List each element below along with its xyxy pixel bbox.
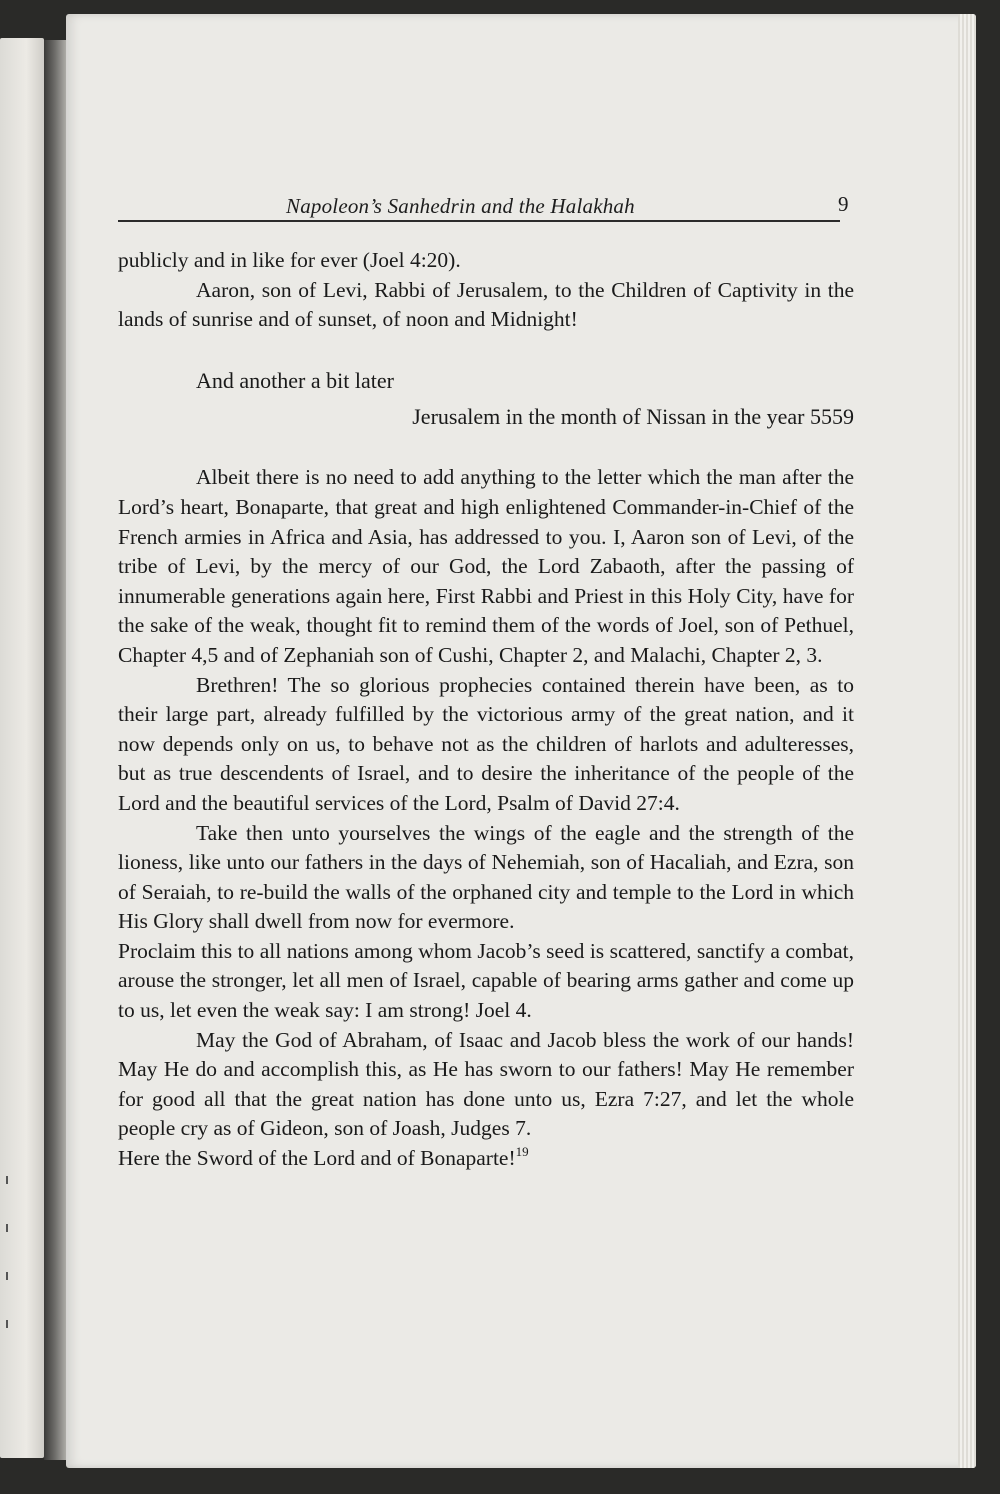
body-text [118,246,854,1174]
running-head-title: Napoleon’s Sanhedrin and the Halakhah [286,194,635,218]
page-stack-edge [958,14,976,1468]
paragraph: May the God of Abraham, of Isaac and Jacob bless the work of our hands! May He do and accomplish this, as He has sworn to our fathers! May He remember for good all that the great nation has done unto us, Ezra 7:27, and let the whole people cry as of Gideon, son of Joash, Judges 7. [118,1027,854,1141]
paragraph: Take then unto yourselves the wings of the eagle and the strength of the lioness, like unto our fathers in the days of Nehemiah, son of Hacaliah, and Ezra, son of Seraiah, to re-build the walls of the orphaned city and temple to the Lord in which His Glory shall dwell from now for evermore. [118,820,854,934]
facing-page-marks [6,1176,12,1368]
paragraph: Proclaim this to all nations among whom Jacob’s seed is scattered, sanctify a combat, arouse the stronger, let all men of Israel, capable of bearing arms gather and come up to us, let even the weak say: I am strong! Joel 4. [118,938,854,1023]
header-rule [118,220,840,222]
paragraph: Brethren! The so glorious prophecies contained therein have been, as to their large part, already fulfilled by the victorious army of the great nation, and it now depends only on us, to behave not as the children of harlots and adulteresses, but as true descendents of Israel, and to desire the inheritance of the people of the Lord and the beautiful services of the Lord, Psalm of David 27:4. [118,672,854,815]
dateline: Jerusalem in the month of Nissan in the year 5559 [412,403,854,429]
closing-text: Here the Sword of the Lord and of Bonaparte! [118,1146,516,1171]
paragraph-closing [118,1144,854,1174]
section-note: And another a bit later [196,367,394,393]
page-number: 9 [838,192,849,216]
paragraph-continuation: publicly and in like for ever (Joel 4:20). [118,248,461,272]
paragraph: Albeit there is no need to add anything to the letter which the man after the Lord’s heart, Bonaparte, that great and high enlightened Commander-in-Chief of the French armies in Africa and Asia, has addressed to you. I, Aaron son of Levi, of the tribe of Levi, by the mercy of our God, the Lord Zabaoth, after the passing of innumerable generations again here, First Rabbi and Priest in this Holy City, have for the sake of the weak, thought fit to remind them of the words of Joel, son of Pethuel, Chapter 4,5 and of Zephaniah son of Cushi, Chapter 2, and Malachi, Chapter 2, 3. [118,465,854,667]
book-gutter [44,40,68,1460]
running-head [118,190,850,222]
paragraph-salutation: Aaron, son of Levi, Rabbi of Jerusalem, to the Children of Captivity in the lands of sunrise and of sunset, of noon and Midnight! [118,277,854,332]
footnote-marker[interactable]: 19 [515,1144,529,1160]
